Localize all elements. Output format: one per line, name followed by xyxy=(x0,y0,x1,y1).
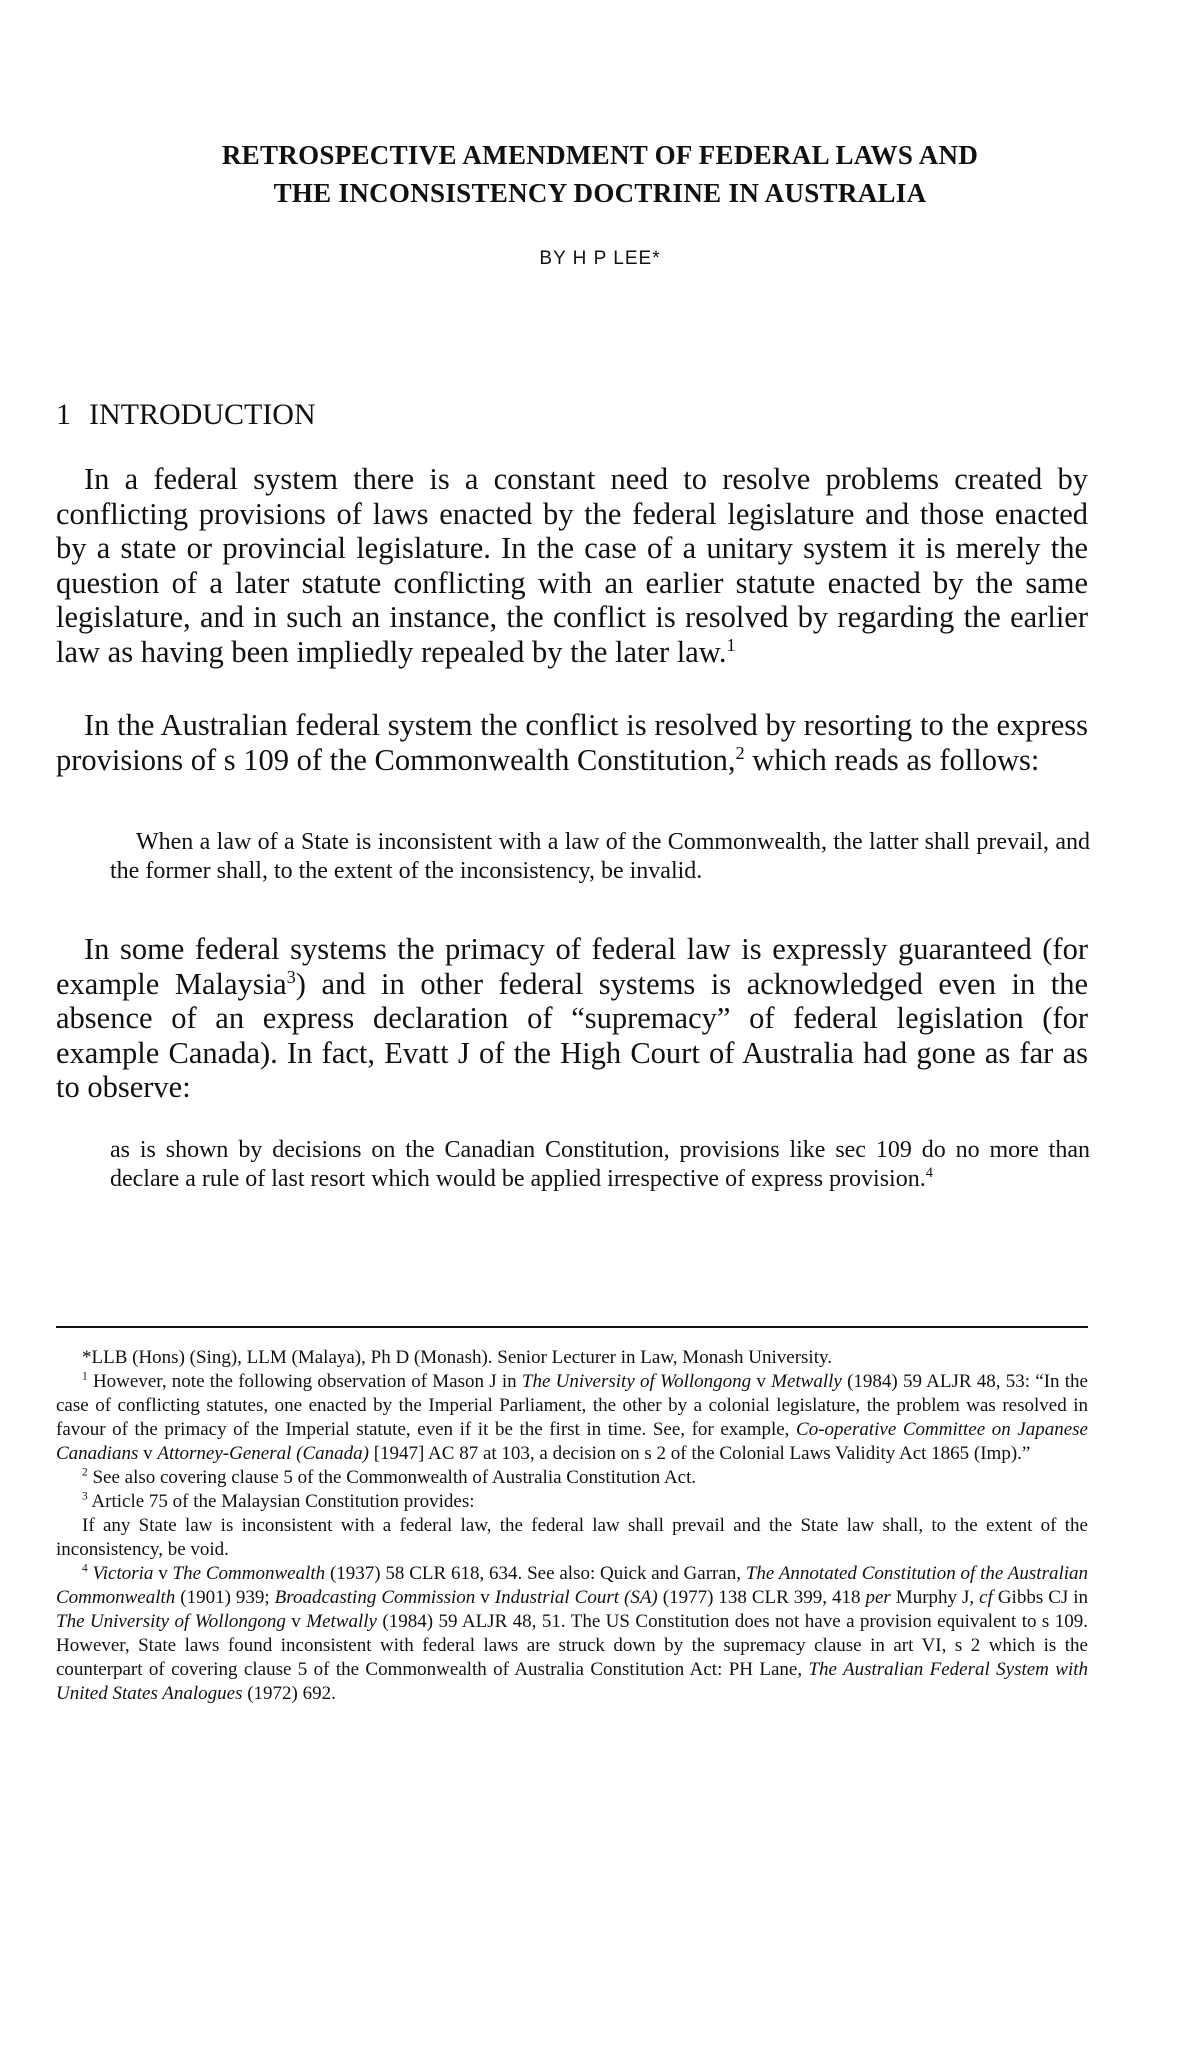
footnote-3-quote: If any State law is inconsistent with a federal law, the federal law shall prevail and the State law shall, to the extent of the inconsistency, be void. xyxy=(56,1515,1088,1560)
footnote-4-book-1: The Annotated Constitution of the Australian Commonwealth xyxy=(56,1563,1089,1608)
footnote-4-v-3: v xyxy=(285,1611,307,1632)
footnote-author: *LLB (Hons) (Sing), LLM (Malaya), Ph D (Monash). Senior Lecturer in Law, Monash University. xyxy=(82,1347,832,1368)
footnote-4-cf: cf xyxy=(979,1587,993,1608)
footnote-ref-2[interactable]: 2 xyxy=(735,742,745,763)
footnote-ref-1[interactable]: 1 xyxy=(726,634,736,655)
footnote-2 xyxy=(56,1466,1088,1490)
block-quote-2 xyxy=(110,1136,1090,1194)
footnote-1-text-a: However, note the following observation of Mason J in xyxy=(87,1371,522,1392)
block-quote-2-text: as is shown by decisions on the Canadian Constitution, provisions like sec 109 do no more than declare a rule of last resort which would be applied irrespective of express provision. xyxy=(110,1137,1090,1192)
paragraph-2-text-a: In the Australian federal system the conflict is resolved by resorting to the express provisions of s 109 of the Commonwealth Constitution, xyxy=(56,708,1088,777)
paragraph-1 xyxy=(56,462,1088,669)
footnote-1-text-b: (1984) 59 ALJR 48, 53: “In the case of conflicting statutes, one enacted by the Imperial Parliament, the other by a colonial legislature, the problem was resolved in favour of the primacy of the Imperial statute, even if it be the first in time. See, for example, xyxy=(56,1371,1088,1440)
footnote-2-mark: 2 xyxy=(82,1466,88,1479)
footnotes xyxy=(56,1346,1088,1706)
footnote-4-text-g: (1972) 692. xyxy=(242,1683,336,1704)
section-title: INTRODUCTION xyxy=(89,398,316,431)
footnote-4-text-c: (1977) 138 CLR 399, 418 xyxy=(657,1587,866,1608)
footnote-4-text-a: (1937) 58 CLR 618, 634. See also: Quick and Garran, xyxy=(325,1563,746,1584)
section-heading xyxy=(56,398,316,432)
footnote-ref-3[interactable]: 3 xyxy=(286,966,296,987)
footnote-1-case-2b: Attorney-General (Canada) xyxy=(157,1443,369,1464)
footnote-4-case-1: Victoria xyxy=(92,1563,154,1584)
footnote-4-v-2: v xyxy=(475,1587,495,1608)
paragraph-3 xyxy=(56,932,1088,1105)
footnote-4 xyxy=(56,1562,1088,1706)
footnote-ref-4[interactable]: 4 xyxy=(925,1165,933,1181)
paragraph-1-text: In a federal system there is a constant need to resolve problems created by conflicting provisions of laws enacted by the federal legislature and those enacted by a state or provincial legislature. In the case of a unitary system it is merely the question of a later statute conflicting with an earlier statute enacted by the same legislature, and in such an instance, the conflict is resolved by regarding the earlier law as having been impliedly repealed by the later law. xyxy=(56,462,1088,669)
footnote-3 xyxy=(56,1490,1088,1514)
footnote-1-case-1: The University of Wollongong xyxy=(521,1371,752,1392)
footnote-1-mark: 1 xyxy=(82,1370,88,1383)
paragraph-2-text-b: which reads as follows: xyxy=(744,742,1040,777)
article-title-line-1: RETROSPECTIVE AMENDMENT OF FEDERAL LAWS AND xyxy=(221,140,979,170)
footnote-3-text: Article 75 of the Malaysian Constitution provides: xyxy=(87,1491,475,1512)
footnote-4-text-d: Murphy J, xyxy=(890,1587,980,1608)
footnote-3-mark: 3 xyxy=(82,1490,88,1503)
footnote-4-case-2b: Industrial Court (SA) xyxy=(494,1587,658,1608)
footnote-4-mark: 4 xyxy=(82,1562,88,1575)
footnote-1-text-c: [1947] AC 87 at 103, a decision on s 2 of the Colonial Laws Validity Act 1865 (Imp).” xyxy=(368,1443,1031,1464)
block-quote-1-text: When a law of a State is inconsistent with a law of the Commonwealth, the latter shall prevail, and the former shall, to the extent of the inconsistency, be invalid. xyxy=(110,829,1090,884)
footnote-4-text-b: (1901) 939; xyxy=(175,1587,275,1608)
author-byline: BY H P LEE* xyxy=(539,248,661,269)
section-number: 1 xyxy=(56,398,71,431)
footnote-1-v-2: v xyxy=(138,1443,158,1464)
article-title-line-2: THE INCONSISTENCY DOCTRINE IN AUSTRALIA xyxy=(273,178,927,208)
footnote-4-book-2: The Australian Federal System with United States Analogues xyxy=(56,1659,1088,1704)
block-quote-1 xyxy=(110,828,1090,886)
paragraph-3-text-a: In some federal systems the primacy of federal law is expressly guaranteed (for example Malaysia xyxy=(56,932,1088,1001)
article-title xyxy=(80,136,1120,212)
footnote-4-v-1: v xyxy=(153,1563,173,1584)
footnote-4-case-3b: Metwally xyxy=(306,1611,377,1632)
footnote-4-text-f: (1984) 59 ALJR 48, 51. The US Constitution does not have a provision equivalent to s 109. However, State laws found inconsistent with federal laws are struck down by the supremacy clause in art VI, s 2 which is the counterpart of covering clause 5 of the Commonwealth of Australia Constitution Act: PH Lane, xyxy=(56,1611,1089,1680)
footnote-1 xyxy=(56,1370,1088,1466)
footnote-1-case-2: Co-operative Committee on Japanese Canadians xyxy=(56,1419,1088,1464)
footnote-1-case-1b: Metwally xyxy=(771,1371,842,1392)
footnote-4-per: per xyxy=(865,1587,891,1608)
footnote-4-case-1b: The Commonwealth xyxy=(172,1563,326,1584)
footnote-1-v-1: v xyxy=(751,1371,772,1392)
footnote-4-text-e: Gibbs CJ in xyxy=(992,1587,1089,1608)
paragraph-3-text-b: ) and in other federal systems is acknowledged even in the absence of an express declaration of “supremacy” of federal legislation (for example Canada). In fact, Evatt J of the High Court of Australia had gone as far as to observe: xyxy=(56,966,1089,1104)
paragraph-2 xyxy=(56,708,1088,777)
footnote-4-case-3: The University of Wollongong xyxy=(56,1611,286,1632)
footnote-divider xyxy=(56,1326,1088,1328)
footnote-2-text: See also covering clause 5 of the Commonwealth of Australia Constitution Act. xyxy=(87,1467,697,1488)
footnote-4-case-2: Broadcasting Commission xyxy=(274,1587,476,1608)
